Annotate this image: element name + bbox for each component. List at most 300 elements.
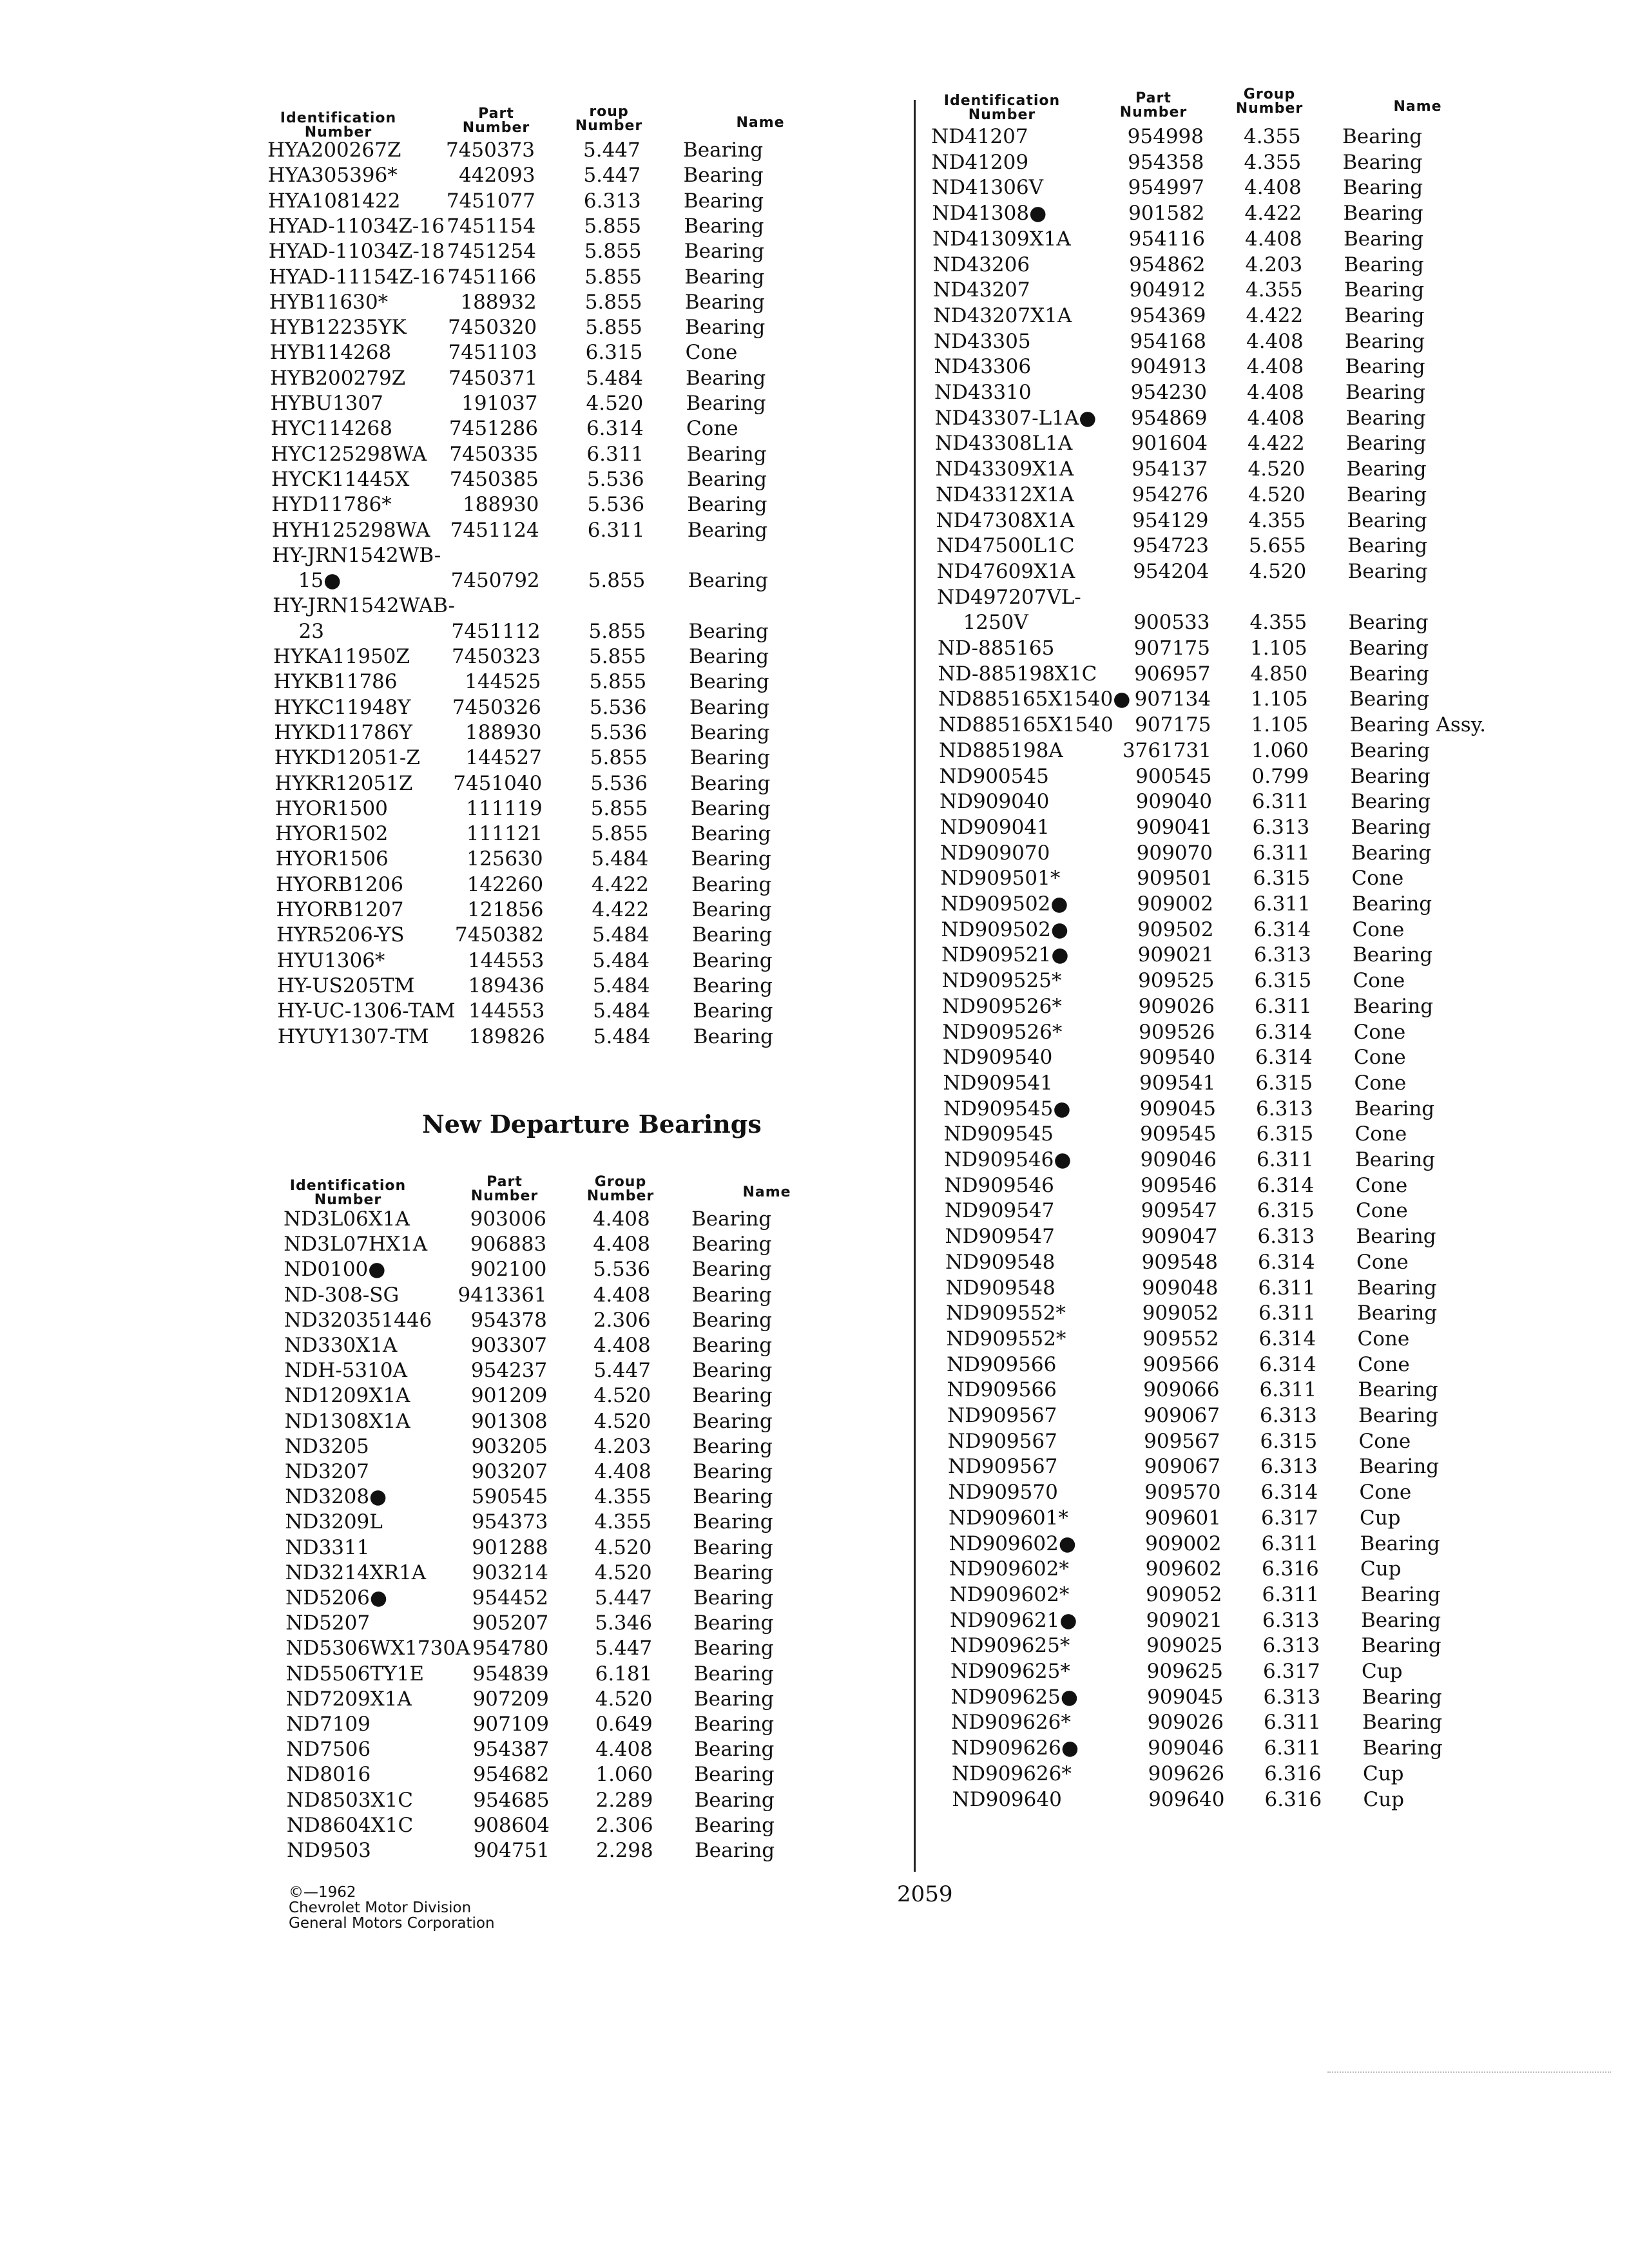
table-row	[0, 405, 1629, 431]
part-number: 909002	[1137, 892, 1213, 916]
identification-number: ND909070	[940, 841, 1050, 865]
part-name: Cone	[1351, 867, 1404, 890]
identification-number: HYH125298WA	[271, 518, 430, 542]
part-name: Bearing	[692, 1359, 773, 1383]
group-number: 6.313	[1260, 1404, 1317, 1427]
identification-number: ND8604X1C	[286, 1813, 414, 1837]
part-name: Bearing	[1354, 1097, 1435, 1120]
table-row	[0, 1505, 1629, 1531]
scan-specks	[1327, 2071, 1611, 2075]
identification-number: ND885198A	[939, 738, 1063, 762]
group-number: 6.316	[1262, 1557, 1319, 1581]
table-row	[0, 252, 1629, 278]
group-number: 4.520	[586, 392, 644, 415]
group-number: 5.484	[593, 999, 651, 1023]
part-number: 909002	[1145, 1532, 1222, 1555]
identification-number: NDH-5310A	[284, 1359, 407, 1383]
part-number: 906957	[1134, 662, 1211, 686]
part-name: Bearing	[693, 1611, 774, 1635]
part-number: 909041	[1136, 815, 1213, 839]
group-number: 6.311	[1258, 1276, 1316, 1300]
group-number: 5.484	[591, 847, 649, 871]
part-number: 909526	[1139, 1020, 1215, 1044]
part-name: Bearing	[686, 442, 767, 466]
part-name: Cup	[1360, 1506, 1401, 1530]
table-row	[0, 1633, 1629, 1658]
group-number: 4.422	[592, 872, 649, 896]
group-number: 5.855	[584, 214, 642, 238]
part-name: Bearing	[1344, 278, 1425, 302]
part-number: 907209	[472, 1687, 549, 1711]
table-row	[0, 1249, 1629, 1275]
identification-number: 1250V	[963, 611, 1028, 635]
identification-number: HYOR1500	[275, 796, 388, 820]
part-name: Bearing	[1345, 329, 1425, 353]
identification-number: HYBU1307	[270, 392, 383, 415]
table-row	[0, 1684, 1629, 1710]
part-name: Bearing Assy.	[1349, 713, 1486, 737]
part-name: Bearing	[688, 569, 768, 593]
group-number: 2.289	[595, 1788, 653, 1812]
part-name: Bearing	[684, 265, 765, 289]
table-row	[0, 1608, 1629, 1633]
table-row	[0, 1173, 1629, 1198]
part-name: Bearing	[1347, 508, 1427, 532]
part-number: 903205	[471, 1434, 548, 1458]
part-name: Bearing	[1358, 1378, 1438, 1402]
part-number: 901604	[1131, 432, 1208, 456]
group-number: 6.314	[1258, 1250, 1315, 1274]
identification-number: HYC125298WA	[271, 442, 427, 466]
group-number: 4.355	[594, 1510, 652, 1534]
group-number: 5.855	[589, 645, 646, 668]
identification-number: ND909502●	[941, 892, 1068, 916]
table-row	[0, 1070, 1629, 1096]
part-name: Bearing	[1358, 1404, 1439, 1427]
group-number: 5.536	[590, 720, 648, 744]
table-row	[0, 814, 1629, 840]
part-name: Bearing	[692, 948, 773, 972]
table-row	[0, 1761, 1629, 1787]
part-name: Bearing	[692, 974, 773, 997]
group-number: 6.317	[1263, 1660, 1320, 1683]
identification-number: ND909545●	[943, 1097, 1071, 1120]
group-number: 6.311	[1253, 841, 1310, 865]
identification-number: ND7109	[286, 1713, 371, 1736]
identification-number: 15●	[298, 569, 342, 593]
footer-line-1: ©—1962	[289, 1884, 356, 1901]
group-number: 6.314	[1255, 1046, 1313, 1070]
group-number: 6.314	[586, 417, 644, 441]
group-number: 6.315	[1257, 1199, 1315, 1223]
table-row	[0, 942, 1629, 968]
part-number: 909052	[1142, 1302, 1219, 1325]
group-number: 5.536	[586, 467, 644, 491]
part-name: Bearing	[684, 290, 765, 314]
part-number: 954358	[1128, 150, 1204, 174]
part-name: Bearing	[693, 1662, 774, 1686]
part-number: 9413361	[458, 1283, 547, 1307]
identification-number: ND41308●	[932, 202, 1047, 226]
part-number: 954137	[1132, 457, 1208, 481]
group-number: 5.855	[591, 822, 648, 846]
part-number: 901288	[472, 1535, 548, 1559]
table-row	[0, 1454, 1629, 1479]
part-number: 7450373	[445, 139, 535, 162]
table-row	[0, 1275, 1629, 1301]
part-number: 7451112	[451, 619, 541, 643]
table-row	[0, 277, 1629, 303]
identification-number: ND909525*	[941, 969, 1062, 993]
part-number: 7450335	[449, 442, 539, 466]
group-number: 4.355	[1249, 611, 1307, 635]
group-number: 6.311	[1259, 1378, 1317, 1402]
group-number: 5.484	[592, 974, 650, 997]
group-number: 4.355	[594, 1485, 651, 1509]
table-row	[0, 508, 1629, 533]
group-number: 4.520	[593, 1409, 651, 1433]
part-name: Bearing	[693, 1510, 773, 1534]
table-row	[0, 226, 1629, 252]
identification-number: HYR5206-YS	[276, 923, 405, 947]
right-header-part: Part Number	[1119, 90, 1188, 120]
part-name: Bearing	[694, 1813, 775, 1837]
part-number: 954387	[472, 1738, 550, 1762]
identification-number: ND3311	[285, 1535, 370, 1559]
table-row	[0, 1198, 1629, 1224]
part-name: Cup	[1360, 1557, 1402, 1581]
part-name: Bearing	[692, 1334, 773, 1357]
part-number: 7451166	[447, 265, 537, 289]
left-top-header-group: roup Number	[575, 104, 643, 134]
left-bottom-header-group: Group Number	[586, 1174, 655, 1204]
part-number: 121856	[467, 898, 544, 921]
group-number: 5.346	[595, 1611, 652, 1635]
group-number: 4.422	[592, 898, 650, 921]
part-name: Bearing	[693, 1460, 773, 1483]
group-number: 6.315	[1256, 1122, 1314, 1146]
part-number: 7450371	[448, 366, 538, 390]
part-number: 7450385	[449, 467, 539, 491]
group-number: 6.313	[1262, 1608, 1320, 1632]
section-title: New Departure Bearings	[422, 1110, 762, 1139]
group-number: 5.447	[595, 1586, 652, 1610]
part-number: 905207	[472, 1611, 549, 1635]
part-number: 954129	[1132, 508, 1209, 532]
identification-number: ND43309X1A	[935, 457, 1074, 481]
group-number: 6.181	[595, 1662, 653, 1686]
part-number: 907175	[1135, 713, 1211, 737]
part-number: 7450320	[448, 316, 537, 340]
group-number: 4.408	[1247, 381, 1304, 404]
part-number: 142260	[467, 872, 544, 896]
identification-number: ND909566	[947, 1378, 1057, 1402]
part-name: Cone	[1353, 1020, 1406, 1044]
identification-number: ND909552*	[946, 1302, 1066, 1325]
identification-number: HYA200267Z	[267, 139, 401, 162]
part-name: Bearing	[689, 695, 770, 719]
identification-number: ND3207	[285, 1460, 369, 1483]
part-name: Bearing	[1342, 125, 1423, 148]
group-number: 1.105	[1251, 713, 1309, 737]
part-number: 954723	[1132, 534, 1209, 558]
footer-line-3: General Motors Corporation	[289, 1915, 495, 1932]
part-number: 909045	[1147, 1685, 1224, 1709]
identification-number: ND909602●	[949, 1532, 1076, 1555]
part-number: 954168	[1130, 329, 1206, 353]
part-number: 909066	[1143, 1378, 1220, 1402]
part-name: Bearing	[684, 240, 764, 264]
identification-number: ND43310	[934, 381, 1032, 404]
identification-number: ND909566	[947, 1352, 1057, 1376]
left-top-header-id: Identification Number	[280, 110, 397, 140]
identification-number: ND3209L	[285, 1510, 383, 1534]
table-row	[0, 1787, 1629, 1812]
part-name: Bearing	[685, 316, 766, 340]
identification-number: ND5306WX1730A	[285, 1637, 470, 1660]
identification-number: ND-885198X1C	[938, 662, 1097, 686]
table-row	[0, 380, 1629, 405]
table-row	[0, 124, 1629, 149]
part-name: Bearing	[1351, 841, 1432, 865]
part-number: 125630	[467, 847, 543, 871]
part-number: 909566	[1142, 1352, 1219, 1376]
part-number: 3761731	[1122, 738, 1211, 762]
group-number: 6.315	[1253, 867, 1311, 890]
part-number: 909626	[1148, 1762, 1224, 1785]
part-number: 909625	[1146, 1660, 1223, 1683]
part-number: 909501	[1137, 867, 1213, 890]
part-name: Bearing	[1361, 1608, 1441, 1632]
part-name: Bearing	[689, 670, 769, 694]
identification-number: ND43206	[932, 253, 1030, 276]
part-name: Bearing	[686, 392, 766, 415]
part-number: 909026	[1138, 994, 1215, 1018]
left-top-header-part: Part Number	[462, 106, 530, 136]
part-number: 909040	[1135, 790, 1212, 814]
left-bottom-header-part: Part Number	[470, 1174, 539, 1204]
part-number: 7451040	[453, 771, 543, 795]
group-number: 6.314	[1255, 1020, 1313, 1044]
group-number: 0.649	[595, 1713, 653, 1736]
table-row	[0, 149, 1629, 175]
identification-number: ND909567	[947, 1429, 1057, 1453]
part-number: 954997	[1128, 176, 1204, 200]
part-number: 903006	[470, 1207, 546, 1231]
group-number: 6.313	[1254, 943, 1311, 967]
part-number: 909046	[1148, 1736, 1224, 1760]
identification-number: ND1209X1A	[284, 1384, 410, 1408]
part-number: 909546	[1141, 1173, 1217, 1197]
table-row	[0, 712, 1629, 738]
part-number: 909052	[1146, 1582, 1222, 1606]
part-name: Bearing	[691, 1308, 772, 1332]
group-number: 1.105	[1250, 637, 1307, 660]
part-number: 144553	[468, 948, 545, 972]
group-number: 4.355	[1248, 508, 1306, 532]
part-name: Cone	[1352, 918, 1405, 941]
part-name: Bearing	[1349, 637, 1429, 660]
table-row	[0, 968, 1629, 994]
identification-number: HYKR12051Z	[275, 771, 413, 795]
part-number: 111119	[466, 796, 543, 820]
part-name: Bearing	[693, 1687, 774, 1711]
part-number: 901582	[1128, 202, 1205, 226]
table-row	[0, 200, 1629, 226]
group-number: 5.447	[595, 1637, 653, 1660]
identification-number: ND43207	[933, 278, 1030, 302]
part-name: Bearing	[1353, 994, 1434, 1018]
part-name: Bearing	[693, 1561, 773, 1584]
part-name: Bearing	[1345, 355, 1425, 379]
part-name: Bearing	[691, 822, 771, 846]
identification-number: HYKA11950Z	[273, 645, 410, 668]
group-number: 1.060	[1251, 738, 1309, 762]
table-row	[0, 1300, 1629, 1326]
part-number: 909025	[1146, 1634, 1223, 1658]
part-number: 7450326	[452, 695, 541, 719]
group-number: 4.520	[595, 1687, 653, 1711]
identification-number: ND909547	[945, 1225, 1055, 1249]
table-row	[0, 354, 1629, 380]
identification-number: HY-JRN1542WAB-	[273, 594, 455, 618]
group-number: 4.203	[1245, 253, 1303, 276]
part-name: Bearing	[694, 1788, 775, 1812]
part-number: 7450792	[450, 569, 540, 593]
part-number: 144553	[468, 999, 545, 1023]
table-row	[0, 456, 1629, 482]
right-header-group: Group Number	[1235, 86, 1304, 117]
identification-number: ND909567	[948, 1455, 1058, 1479]
identification-number: ND0100●	[284, 1258, 386, 1282]
part-name: Bearing	[1362, 1711, 1443, 1735]
part-number: 111121	[466, 822, 543, 846]
part-number: 909540	[1139, 1046, 1215, 1070]
part-name: Bearing	[693, 999, 773, 1023]
part-name: Bearing	[1351, 790, 1431, 814]
part-number: 144525	[465, 670, 541, 694]
table-row	[0, 1377, 1629, 1403]
group-number: 6.311	[1255, 994, 1312, 1018]
identification-number: ND909567	[947, 1404, 1057, 1427]
group-number: 4.520	[594, 1535, 652, 1559]
part-number: 909021	[1146, 1608, 1222, 1632]
part-name: Cone	[1359, 1481, 1412, 1504]
identification-number: ND909626*	[951, 1711, 1071, 1735]
identification-number: ND909540	[943, 1046, 1053, 1070]
identification-number: HYAD-11034Z-16	[268, 214, 445, 238]
group-number: 6.316	[1264, 1762, 1322, 1785]
part-number: 909047	[1141, 1225, 1218, 1249]
part-name: Cup	[1363, 1787, 1405, 1811]
group-number: 5.855	[584, 265, 642, 289]
identification-number: ND909548	[945, 1250, 1055, 1274]
part-number: 909548	[1141, 1250, 1218, 1274]
part-number: 954116	[1128, 227, 1205, 251]
identification-number: ND3L07HX1A	[284, 1233, 428, 1256]
identification-number: HYU1306*	[276, 948, 385, 972]
part-number: 909026	[1147, 1711, 1224, 1735]
part-number: 909601	[1144, 1506, 1221, 1530]
table-row	[0, 686, 1629, 712]
group-number: 6.311	[1257, 1148, 1314, 1171]
identification-number: ND909541	[943, 1071, 1053, 1095]
part-number: 903214	[472, 1561, 548, 1584]
part-name: Bearing	[1356, 1225, 1436, 1249]
group-number: 0.799	[1251, 764, 1309, 788]
part-name: Bearing	[691, 1283, 772, 1307]
left-bottom-header-name: Name	[742, 1184, 791, 1200]
identification-number: ND330X1A	[284, 1334, 398, 1357]
part-number: 900533	[1133, 611, 1210, 635]
part-name: Bearing	[692, 1434, 773, 1458]
identification-number: ND909640	[952, 1787, 1062, 1811]
identification-number: ND5207	[285, 1611, 371, 1635]
group-number: 4.422	[1244, 202, 1302, 226]
part-name: Bearing	[687, 493, 767, 517]
footer-line-2: Chevrolet Motor Division	[289, 1899, 472, 1916]
part-name: Bearing	[683, 189, 764, 213]
part-number: 909567	[1144, 1429, 1220, 1453]
identification-number: ND909626*	[952, 1762, 1072, 1785]
identification-number: ND909601*	[949, 1506, 1068, 1530]
identification-number: ND3L06X1A	[284, 1207, 410, 1231]
part-name: Bearing	[693, 1535, 773, 1559]
part-number: 954230	[1130, 381, 1207, 404]
part-name: Bearing	[686, 366, 766, 390]
part-number: 7451077	[446, 189, 535, 213]
table-row	[0, 789, 1629, 814]
group-number: 6.311	[1264, 1711, 1321, 1735]
part-number: 954204	[1133, 559, 1210, 583]
group-number: 5.855	[584, 240, 642, 264]
group-number: 6.315	[1255, 1071, 1313, 1095]
part-number: 907134	[1134, 687, 1211, 711]
table-row	[0, 891, 1629, 917]
group-number: 6.311	[586, 442, 644, 466]
part-name: Bearing	[690, 796, 771, 820]
part-name: Bearing	[691, 1258, 772, 1282]
identification-number: ND7209X1A	[285, 1687, 412, 1711]
part-name: Bearing	[692, 1409, 773, 1433]
group-number: 5.447	[583, 164, 641, 187]
part-name: Bearing	[1342, 150, 1423, 174]
identification-number: ND1308X1A	[284, 1409, 410, 1433]
part-name: Cone	[1356, 1250, 1409, 1274]
identification-number: HYCK11445X	[271, 467, 410, 491]
identification-number: HYUY1307-TM	[277, 1024, 429, 1048]
table-row	[0, 1658, 1629, 1684]
table-row	[0, 1582, 1629, 1608]
identification-number: HYOR1506	[275, 847, 389, 871]
group-number: 5.855	[590, 796, 648, 820]
part-number: 909067	[1144, 1455, 1220, 1479]
part-number: 900545	[1135, 764, 1212, 788]
part-name: Bearing	[1360, 1532, 1440, 1555]
part-name: Bearing	[1349, 687, 1430, 711]
right-header-name: Name	[1393, 99, 1442, 115]
part-number: 7451124	[450, 518, 539, 542]
identification-number: ND885165X1540●	[938, 687, 1131, 711]
part-name: Bearing	[1351, 815, 1431, 839]
group-number: 1.105	[1251, 687, 1308, 711]
part-name: Bearing	[683, 139, 764, 162]
part-name: Cone	[685, 341, 738, 365]
group-number: 4.408	[1247, 406, 1305, 430]
copyright-footer	[289, 1885, 495, 1931]
identification-number: ND43312X1A	[936, 483, 1074, 506]
group-number: 5.536	[593, 1258, 651, 1282]
